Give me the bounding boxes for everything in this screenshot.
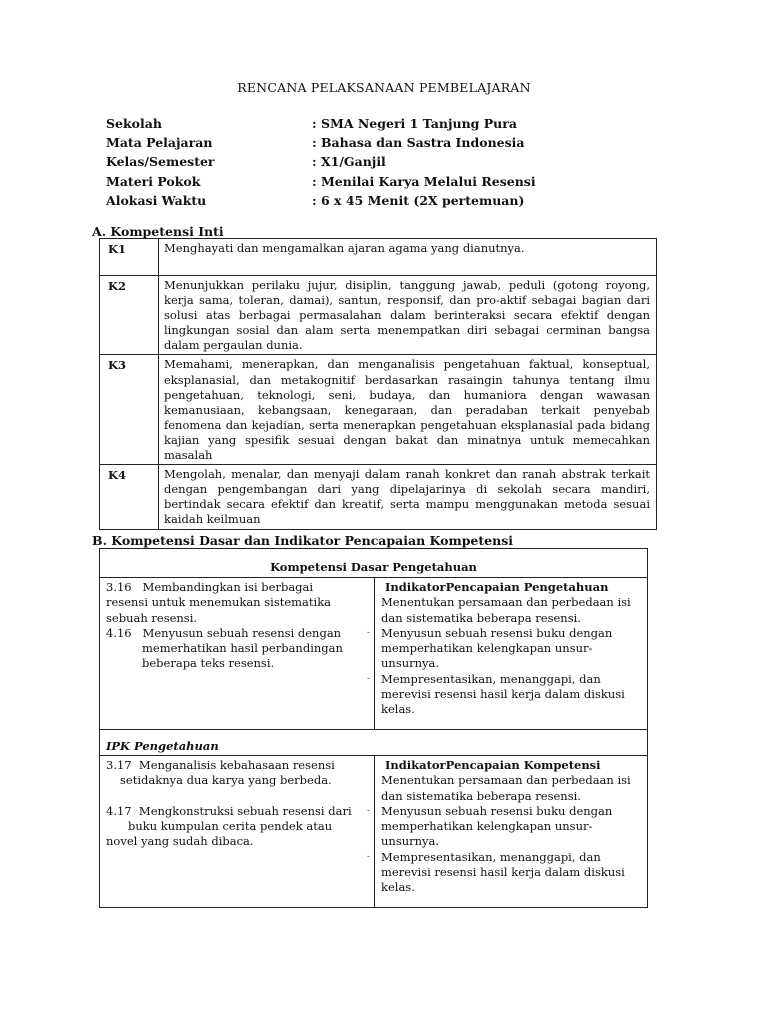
kd-text: Menyusun sebuah resensi dengan <box>142 625 342 640</box>
kd-text-cont: memerhatikan hasil perbandingan beberapa teks resensi. <box>142 641 343 671</box>
table-row <box>100 276 657 355</box>
ki-text: Menunjukkan perilaku jujur, disiplin, tanggung jawab, peduli (gotong royong, kerja sama, toleran, damai), santun, responsif, dan pro-aktif sebagai bagian dari solusi atas berbagai permasalahan dalam berinteraksi secara efektif dengan lingkungan sosial dan alam serta menempatkan diri sebagai cerminan bangsa dalam pergaulan dunia. <box>159 276 657 355</box>
kd-header: Kompetensi Dasar Pengetahuan <box>100 549 648 578</box>
info-label: Sekolah <box>106 116 162 131</box>
kd-number: 3.17 <box>106 758 132 772</box>
info-label: Mata Pelajaran <box>106 135 213 151</box>
table-row <box>100 239 657 276</box>
indicator-text: Menyusun sebuah resensi buku dengan memperhatikan kelengkapan unsur-unsurnya. <box>381 803 613 849</box>
kd-cell <box>100 578 375 730</box>
section-a-heading: A. Kompetensi Inti <box>92 224 224 239</box>
table-row <box>100 578 648 730</box>
indicator-cell <box>367 578 648 730</box>
table-row <box>100 355 657 465</box>
info-label: Materi Pokok <box>106 173 201 189</box>
kd-item <box>106 803 371 819</box>
section-b-heading: B. Kompetensi Dasar dan Indikator Pencapaian Kompetensi <box>92 533 513 548</box>
info-row-sekolah <box>106 114 536 133</box>
ki-code: K3 <box>100 355 159 465</box>
info-value: : Menilai Karya Melalui Resensi <box>312 173 536 189</box>
bullet-dash-icon: - <box>367 851 371 862</box>
kd-text-cont: buku kumpulan cerita pendek atau <box>128 818 333 833</box>
table-header-row <box>100 549 648 578</box>
bullet-dash-icon: - <box>367 627 371 638</box>
info-row-materi-pokok <box>106 172 536 191</box>
indicator-heading: IndikatorPencapaian Pengetahuan <box>385 580 609 594</box>
indicator-text: Mempresentasikan, menanggapi, dan merevisi resensi hasil kerja dalam diskusi kelas. <box>381 849 625 895</box>
info-value: : SMA Negeri 1 Tanjung Pura <box>312 116 517 131</box>
kd-item <box>106 758 368 773</box>
indicator-text: Mempresentasikan, menanggapi, dan merevisi resensi hasil kerja dalam diskusi kelas. <box>381 671 625 717</box>
kompetensi-inti-table <box>99 238 657 530</box>
kd-text-cont: resensi untuk menemukan sistematika sebuah resensi. <box>106 595 332 625</box>
kd-text: Mengkonstruksi sebuah resensi dari <box>138 803 352 818</box>
indicator-item <box>367 671 641 718</box>
indicator-text: Menyusun sebuah resensi buku dengan memperhatikan kelengkapan unsur-unsurnya. <box>381 625 613 671</box>
kd-number: 3.16 <box>106 580 132 594</box>
indicator-item <box>367 849 641 896</box>
table-row <box>100 756 648 908</box>
indicator-heading: IndikatorPencapaian Kompetensi <box>385 758 601 772</box>
ipk-row <box>100 730 648 756</box>
info-block <box>106 114 536 210</box>
ki-text: Menghayati dan mengamalkan ajaran agama yang dianutnya. <box>159 239 657 276</box>
kd-number: 4.17 <box>106 803 132 818</box>
kd-item <box>106 580 368 595</box>
kompetensi-dasar-table <box>99 548 648 908</box>
kd-text: Membandingkan isi berbagai <box>142 580 314 594</box>
ipk-label: IPK Pengetahuan <box>100 730 648 756</box>
info-value: : Bahasa dan Sastra Indonesia <box>312 135 525 151</box>
kd-item <box>106 625 371 641</box>
info-value: : 6 x 45 Menit (2X pertemuan) <box>312 192 525 208</box>
info-row-mata-pelajaran <box>106 133 536 152</box>
kd-number: 4.16 <box>106 625 132 640</box>
ki-code: K2 <box>100 276 159 355</box>
kd-text-cont: novel yang sudah dibaca. <box>106 834 254 849</box>
indicator-item <box>367 803 641 850</box>
ki-code: K1 <box>100 239 159 276</box>
info-value: : X1/Ganjil <box>312 154 386 170</box>
info-label: Kelas/Semester <box>106 154 215 170</box>
bullet-dash-icon: - <box>367 805 371 816</box>
ki-code: K4 <box>100 465 159 529</box>
indicator-item: Menentukan persamaan dan perbedaan isi dan sistematika beberapa resensi. <box>381 595 631 625</box>
info-label: Alokasi Waktu <box>106 192 207 208</box>
indicator-cell <box>367 756 648 908</box>
kd-text-cont: setidaknya dua karya yang berbeda. <box>120 773 332 788</box>
ki-text: Mengolah, menalar, dan menyaji dalam ranah konkret dan ranah abstrak terkait dengan pengembangan dari yang dipelajarinya di sekolah secara mandiri, bertindak secara efektif dan kreatif, serta mampu menggunakan metoda sesuai kaidah keilmuan <box>159 465 657 529</box>
kd-cell <box>100 756 375 908</box>
kd-text: Menganalisis kebahasaan resensi <box>138 758 335 772</box>
info-row-kelas-semester <box>106 152 536 171</box>
ki-text: Memahami, menerapkan, dan menganalisis pengetahuan faktual, konseptual, eksplanasial, dan metakognitif berdasarkan rasaingin tahunya tentang ilmu pengetahuan, teknologi, seni, budaya, dan humaniora dengan wawasan kemanusiaan, kebangsaan, kenegaraan, dan peradaban terkait penyebab fenomena dan kejadian, serta menerapkan pengetahuan eksplanasial pada bidang kajian yang spesifik sesuai dengan bakat dan minatnya untuk memecahkan masalah <box>159 355 657 465</box>
table-row <box>100 465 657 529</box>
indicator-item <box>367 625 641 672</box>
bullet-dash-icon: - <box>367 673 371 684</box>
indicator-item: Menentukan persamaan dan perbedaan isi dan sistematika beberapa resensi. <box>381 773 631 803</box>
info-row-alokasi-waktu <box>106 191 536 210</box>
document-title: RENCANA PELAKSANAAN PEMBELAJARAN <box>237 80 531 95</box>
